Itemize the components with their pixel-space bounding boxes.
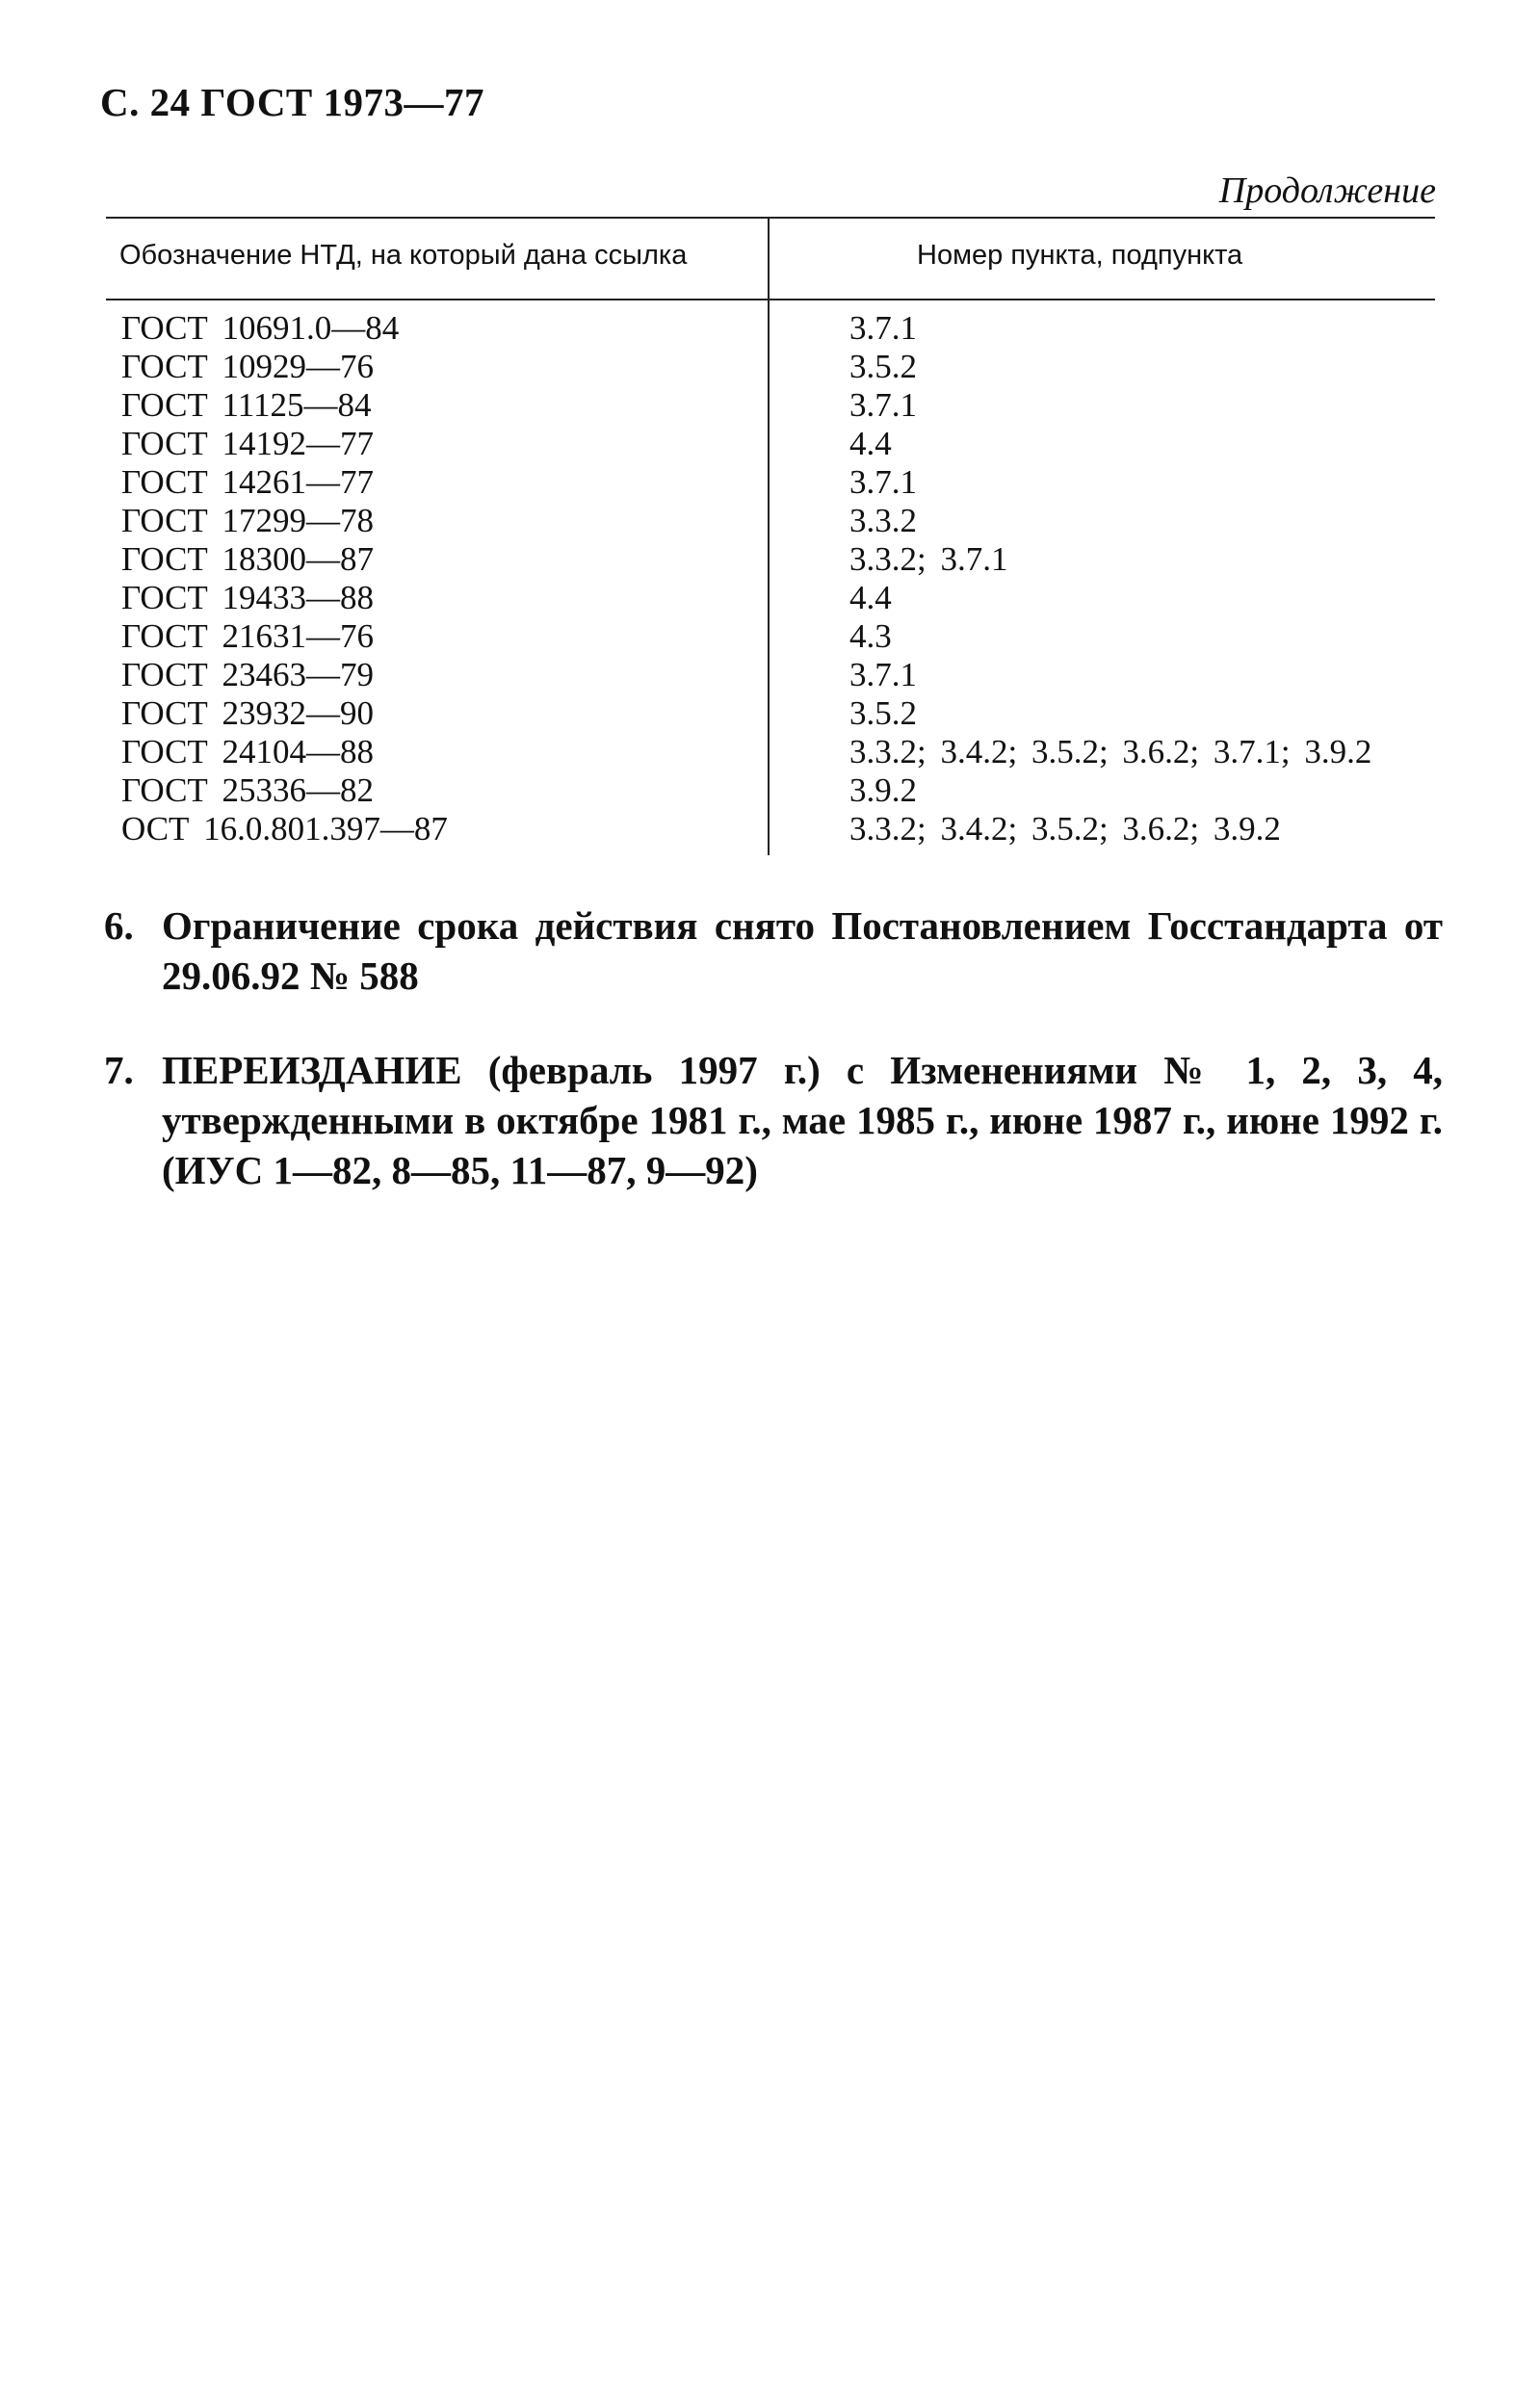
clause-cell: 3.5.2	[849, 348, 917, 385]
document-cell: ГОСТ 18300—87	[121, 540, 375, 578]
document-cell: ГОСТ 24104—88	[121, 733, 375, 770]
clause-cell: 3.7.1	[849, 309, 917, 347]
table-header-rule	[106, 299, 1435, 300]
clause-cell: 4.3	[849, 617, 892, 655]
table-row	[106, 425, 1435, 463]
document-cell: ОСТ 16.0.801.397—87	[121, 810, 448, 848]
note-number: 7.	[104, 1048, 134, 1092]
clause-cell: 3.7.1	[849, 386, 917, 424]
clause-cell: 3.3.2; 3.4.2; 3.5.2; 3.6.2; 3.9.2	[849, 810, 1281, 848]
document-cell: ГОСТ 25336—82	[121, 771, 375, 809]
document-cell: ГОСТ 10691.0—84	[121, 309, 400, 347]
table-row	[106, 656, 1435, 694]
table-row	[106, 733, 1435, 771]
table-row	[106, 309, 1435, 348]
clause-cell: 3.3.2; 3.7.1	[849, 540, 1008, 578]
column-header-clause: Номер пункта, подпункта	[917, 240, 1243, 271]
note-6	[104, 900, 1443, 1001]
clause-cell: 3.7.1	[849, 463, 917, 501]
table-row	[106, 348, 1435, 386]
clause-cell: 4.4	[849, 425, 892, 462]
document-cell: ГОСТ 21631—76	[121, 617, 375, 655]
continuation-label: Продолжение	[1218, 170, 1436, 211]
clause-cell: 3.9.2	[849, 771, 917, 809]
document-cell: ГОСТ 14192—77	[121, 425, 375, 462]
table-top-rule	[106, 217, 1435, 219]
reference-table	[106, 217, 1435, 855]
table-row	[106, 579, 1435, 617]
note-number: 6.	[104, 903, 134, 948]
table-row	[106, 502, 1435, 540]
clause-cell: 3.5.2	[849, 694, 917, 732]
table-row	[106, 617, 1435, 656]
document-cell: ГОСТ 23932—90	[121, 694, 375, 732]
table-body	[106, 309, 1435, 848]
document-cell: ГОСТ 17299—78	[121, 502, 375, 539]
document-cell: ГОСТ 19433—88	[121, 579, 375, 616]
clause-cell: 3.7.1	[849, 656, 917, 693]
clause-cell: 3.3.2	[849, 502, 917, 539]
clause-cell: 3.3.2; 3.4.2; 3.5.2; 3.6.2; 3.7.1; 3.9.2	[849, 733, 1372, 770]
table-row	[106, 810, 1435, 848]
table-row	[106, 771, 1435, 810]
clause-cell: 4.4	[849, 579, 892, 616]
document-cell: ГОСТ 23463—79	[121, 656, 375, 693]
table-row	[106, 463, 1435, 502]
document-cell: ГОСТ 11125—84	[121, 386, 372, 424]
note-text: ПЕРЕИЗДАНИЕ (февраль 1997 г.) с Изменениями № 1, 2, 3, 4, утвержденными в октябре 1981 г., мае 1985 г., июне 1987 г., июне 1992 г. (ИУС 1—82, 8—85, 11—87, 9—92)	[162, 1048, 1443, 1192]
document-cell: ГОСТ 14261—77	[121, 463, 375, 501]
table-row	[106, 386, 1435, 425]
table-row	[106, 540, 1435, 579]
note-7	[104, 1045, 1443, 1195]
document-cell: ГОСТ 10929—76	[121, 348, 375, 385]
note-text: Ограничение срока действия снято Постановлением Госстандарта от 29.06.92 № 588	[162, 903, 1443, 998]
column-header-document: Обозначение НТД, на который дана ссылка	[119, 240, 688, 271]
page-header: С. 24 ГОСТ 1973—77	[100, 80, 485, 124]
table-row	[106, 694, 1435, 733]
